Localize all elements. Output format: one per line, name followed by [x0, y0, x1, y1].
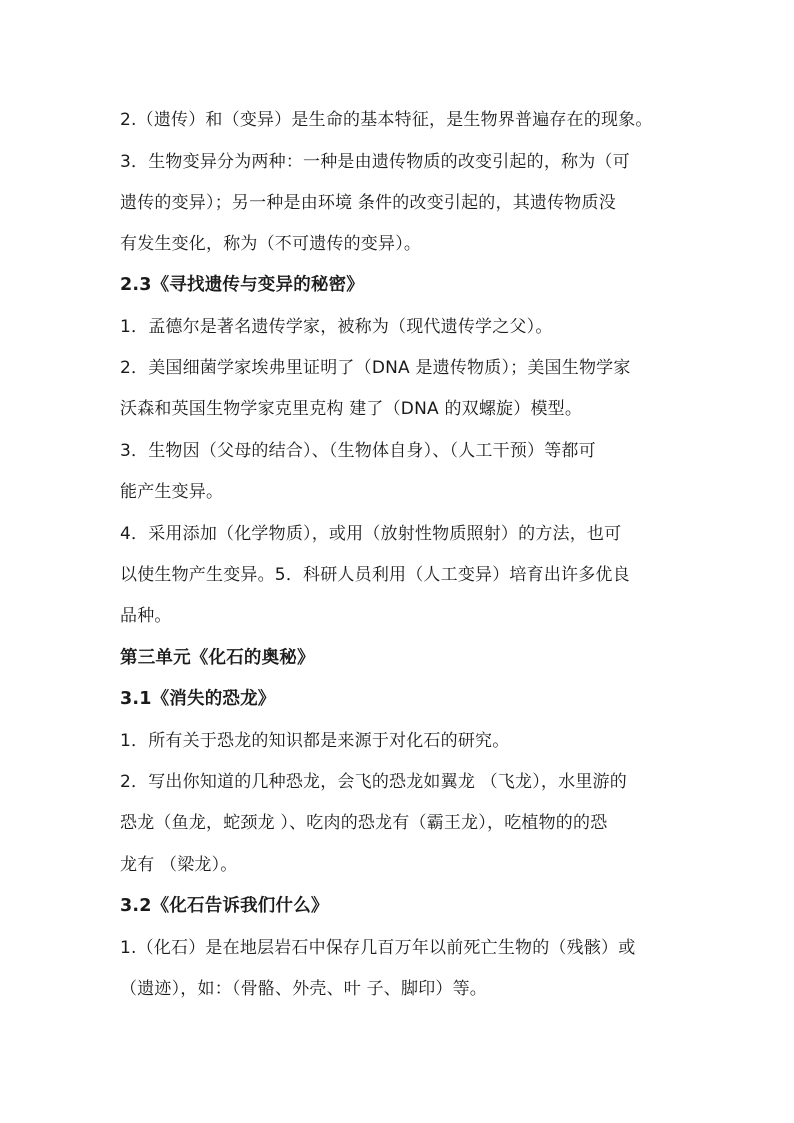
text-line: 2．写出你知道的几种恐龙，会飞的恐龙如翼龙 （飞龙），水里游的: [120, 772, 627, 792]
section-heading: 3.1《消失的恐龙》: [120, 689, 276, 709]
text-line: （遗迹），如：（骨骼、外壳、叶 子、脚印）等。: [120, 979, 488, 999]
text-line: 3．生物变异分为两种：一种是由遗传物质的改变引起的，称为（可: [120, 152, 630, 172]
text-line: 1．所有关于恐龙的知识都是来源于对化石的研究。: [120, 731, 510, 751]
text-line: 3．生物因（父母的结合）、（生物体自身）、（人工干预）等都可: [120, 441, 596, 461]
text-line: 1.（化石）是在地层岩石中保存几百万年以前死亡生物的（残骸）或: [120, 938, 636, 958]
section-heading: 2.3《寻找遗传与变异的秘密》: [120, 275, 365, 295]
text-line: 有发生变化，称为（不可遗传的变异）。: [120, 234, 422, 254]
unit-heading: 第三单元《化石的奥秘》: [120, 648, 315, 668]
text-line: 4．采用添加（化学物质），或用（放射性物质照射）的方法，也可: [120, 524, 622, 544]
section-heading: 3.2《化石告诉我们什么》: [120, 896, 329, 916]
text-line: 2．美国细菌学家埃弗里证明了（DNA 是遗传物质）；美国生物学家: [120, 358, 631, 378]
text-line: 龙有 （梁龙）。: [120, 855, 238, 875]
text-line: 以使生物产生变异。5．科研人员利用（人工变异）培育出许多优良: [120, 565, 630, 585]
text-line: 品种。: [120, 606, 172, 626]
text-line: 沃森和英国生物学家克里克构 建了（DNA 的双螺旋）模型。: [120, 399, 583, 419]
text-line: 能产生变异。: [120, 482, 224, 502]
text-line: 1．孟德尔是著名遗传学家，被称为（现代遗传学之父）。: [120, 317, 553, 337]
text-line: 2.（遗传）和（变异）是生命的基本特征，是生物界普遍存在的现象。: [120, 110, 653, 130]
text-line: 遗传的变异）；另一种是由环境 条件的改变引起的，其遗传物质没: [120, 193, 616, 213]
text-line: 恐龙（鱼龙，蛇颈龙 ）、吃肉的恐龙有（霸王龙），吃植物的的恐: [120, 813, 608, 833]
